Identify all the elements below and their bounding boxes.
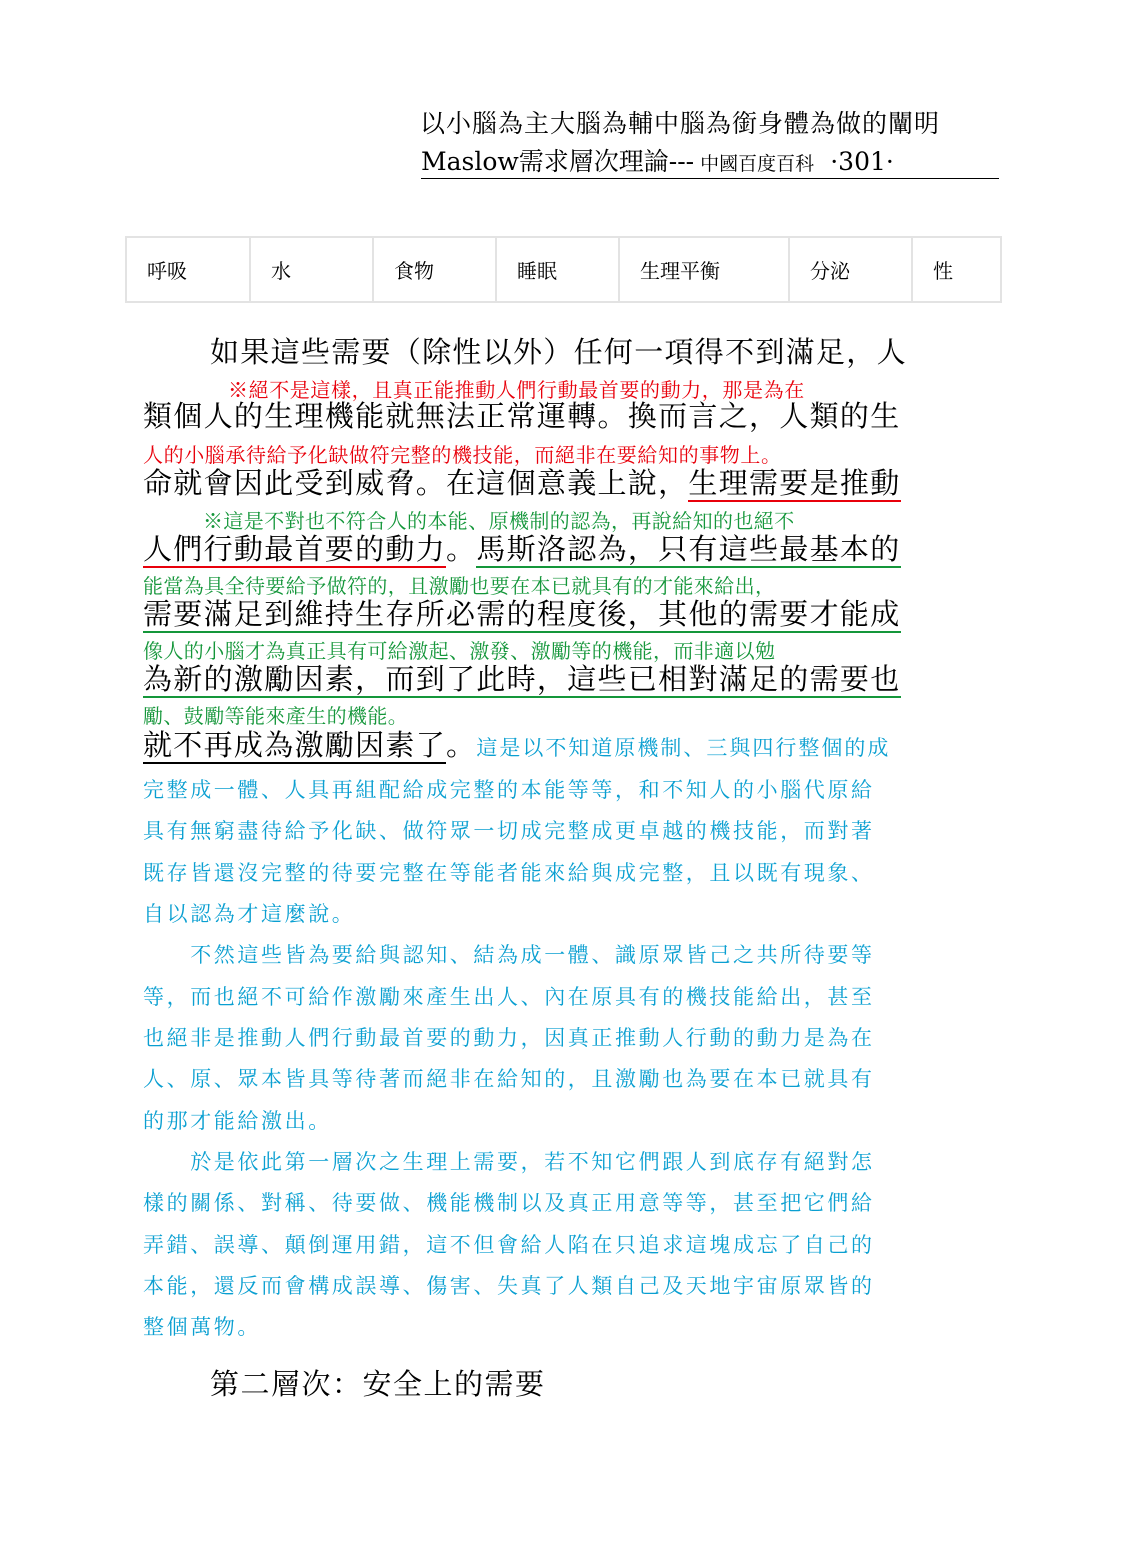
blue-comment: 具有無窮盡待給予化缺、做符眾一切成完整成更卓越的機技能，而對著 xyxy=(143,819,875,843)
body-text: 命就會因此受到威脅。在這個意義上說， xyxy=(143,466,689,500)
green-note: 勵、鼓勵等能來產生的機能。 xyxy=(143,704,409,728)
blue-comment: 不然這些皆為要給與認知、結為成一體、識原眾皆己之共所待要等 xyxy=(143,943,875,967)
needs-table xyxy=(125,236,1002,303)
table-cell: 生理平衡 xyxy=(619,237,789,302)
green-note: 像人的小腦才為真正具有可給激起、激發、激勵等的機能，而非適以勉 xyxy=(143,639,776,663)
blue-comment: 樣的關係、對稱、待要做、機能機制以及真正用意等等，甚至把它們給 xyxy=(143,1191,875,1215)
blue-comment: 整個萬物。 xyxy=(143,1315,261,1339)
blue-comment: 人、原、眾本皆具等待著而絕非在給知的，且激勵也為要在本已就具有 xyxy=(143,1067,875,1091)
underlined-text: 為新的激勵因素，而到了此時，這些已相對滿足的需要也 xyxy=(143,662,901,696)
underlined-text: 需要滿足到維持生存所必需的程度後，其他的需要才能成 xyxy=(143,597,901,631)
section-heading: 第二層次：安全上的需要 xyxy=(210,1367,546,1401)
subtitle-main: Maslow需求層次理論--- xyxy=(421,147,695,176)
table-cell: 食物 xyxy=(373,237,496,302)
underlined-text: 就不再成為激勵因素了 xyxy=(143,728,447,762)
document-header-title: 以小腦為主大腦為輔中腦為銜身體為做的闡明 xyxy=(420,109,941,138)
blue-comment: 自以認為才這麼說。 xyxy=(143,902,356,926)
table-cell: 分泌 xyxy=(789,237,912,302)
blue-comment: 這是以不知道原機制、三與四行整個的成 xyxy=(476,736,891,760)
underlined-text: 人們行動最首要的動力 xyxy=(143,532,447,566)
page-number: ·301· xyxy=(830,147,894,176)
body-line xyxy=(143,723,890,764)
blue-comment: 也絕非是推動人們行動最首要的動力，因真正推動人行動的動力是為在 xyxy=(143,1026,875,1050)
underlined-text: 生理需要是推動 xyxy=(688,466,901,500)
red-note: 人的小腦承待給予化缺做符完整的機技能，而絕非在要給知的事物上。 xyxy=(143,443,782,467)
green-note: 能當為具全待要給予做符的，且激勵也要在本已就具有的才能來給出， xyxy=(143,574,776,598)
subtitle-source: 中國百度百科 xyxy=(694,153,821,175)
table-cell: 水 xyxy=(250,237,373,302)
table-cell: 呼吸 xyxy=(126,237,250,302)
body-line xyxy=(143,657,901,698)
blue-comment: 本能，還反而會構成誤導、傷害、失真了人類自己及天地宇宙原眾皆的 xyxy=(143,1274,875,1298)
blue-comment: 等，而也絕不可給作激勵來產生出人、內在原具有的機技能給出，甚至 xyxy=(143,985,875,1009)
body-line xyxy=(143,527,901,568)
green-note: ※這是不對也不符合人的本能、原機制的認為，再說給知的也絕不 xyxy=(203,509,795,533)
red-note: ※絕不是這樣，且真正能推動人們行動最首要的動力，那是為在 xyxy=(228,378,805,402)
document-header-subtitle xyxy=(421,142,999,179)
table-cell: 性 xyxy=(912,237,1001,302)
body-line: 類個人的生理機能就無法正常運轉。換而言之，人類的生 xyxy=(143,399,901,433)
underlined-text: 馬斯洛認為，只有這些最基本的 xyxy=(476,532,901,566)
blue-comment: 的那才能給激出。 xyxy=(143,1109,332,1133)
blue-comment: 完整成一體、人具再組配給成完整的本能等等，和不知人的小腦代原給 xyxy=(143,778,875,802)
body-line: 如果這些需要（除性以外）任何一項得不到滿足，人 xyxy=(210,335,907,369)
table-row xyxy=(126,237,1001,302)
blue-comment: 於是依此第一層次之生理上需要，若不知它們跟人到底存有絕對怎 xyxy=(143,1150,875,1174)
body-text: 。 xyxy=(446,728,477,762)
blue-comment: 弄錯、誤導、顛倒運用錯，這不但會給人陷在只追求這塊成忘了自己的 xyxy=(143,1233,875,1257)
body-line xyxy=(143,461,901,502)
body-line xyxy=(143,592,901,633)
body-text: 。 xyxy=(446,532,477,566)
blue-comment: 既存皆還沒完整的待要完整在等能者能來給與成完整，且以既有現象、 xyxy=(143,861,875,885)
table-cell: 睡眠 xyxy=(496,237,619,302)
